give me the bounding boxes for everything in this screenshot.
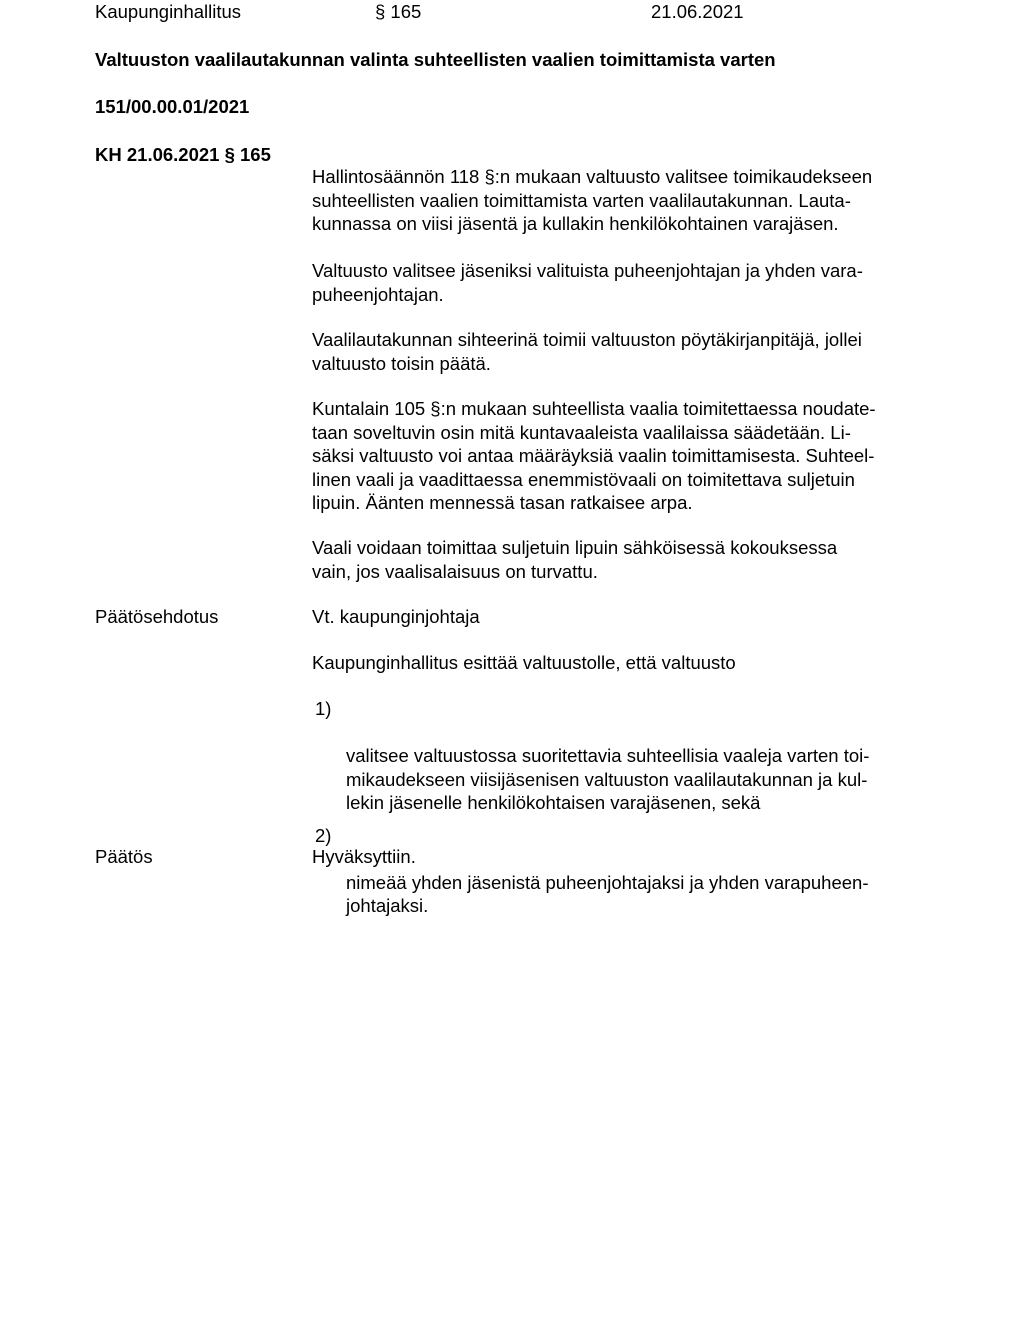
document-title: Valtuuston vaalilautakunnan valinta suhteellisten vaalien toimittamista varten: [95, 49, 776, 70]
header-section: § 165: [375, 1, 422, 22]
proposal-presenter: Vt. kaupunginjohtaja: [312, 606, 480, 627]
list-item: [312, 824, 932, 918]
body-paragraph-3: Vaalilautakunnan sihteerinä toimii valtuuston pöytäkirjanpitäjä, jollei valtuusto toisin päätä.: [312, 329, 862, 374]
decision-label: Päätös: [95, 846, 153, 867]
body-paragraph-2: Valtuusto valitsee jäseniksi valituista puheenjohtajan ja yhden vara- puheenjohtajan.: [312, 260, 863, 305]
record-number: 151/00.00.01/2021: [95, 96, 250, 117]
body-paragraph-4: Kuntalain 105 §:n mukaan suhteellista vaalia toimitettaessa noudate- taan soveltuvin osin mitä kuntavaaleista vaalilaissa säädetään. Li- säksi valtuusto voi antaa määräyksiä vaalin toimittamisesta. Suhteel- linen vaali ja vaadittaessa enemmistövaali on toimitettava suljetuin lipuin. Äänten mennessä tasan ratkaisee arpa.: [312, 398, 876, 513]
decision-text: Hyväksyttiin.: [312, 846, 416, 867]
proposal-intro: Kaupunginhallitus esittää valtuustolle, että valtuusto: [312, 652, 736, 673]
list-item-number: 1): [315, 698, 332, 719]
body-paragraph-5: Vaali voidaan toimittaa suljetuin lipuin sähköisessä kokouksessa vain, jos vaalisalaisuus on turvattu.: [312, 537, 838, 582]
meeting-reference: KH 21.06.2021 § 165: [95, 144, 271, 165]
body-paragraph-1: Hallintosäännön 118 §:n mukaan valtuusto valitsee toimikaudekseen suhteellisten vaalien toimittamista varten vaalilautakunnan. Lauta- kunnassa on viisi jäsentä ja kullakin henkilökohtainen varajäsen.: [312, 166, 873, 234]
list-item-text: nimeää yhden jäsenistä puheenjohtajaksi ja yhden varapuheen- johtajaksi.: [346, 871, 869, 916]
proposal-label: Päätösehdotus: [95, 606, 219, 627]
header-organ: Kaupunginhallitus: [95, 1, 242, 22]
proposal-list: [312, 697, 932, 918]
list-item-text: valitsee valtuustossa suoritettavia suhteellisia vaaleja varten toi- mikaudekseen viisijäsenisen valtuuston vaalilautakunnan ja kul- lekin jäsenelle henkilökohtaisen varajäsenen, sekä: [346, 745, 870, 813]
list-item: [312, 697, 932, 815]
list-item-number: 2): [315, 824, 332, 846]
header-date: 21.06.2021: [651, 1, 744, 22]
